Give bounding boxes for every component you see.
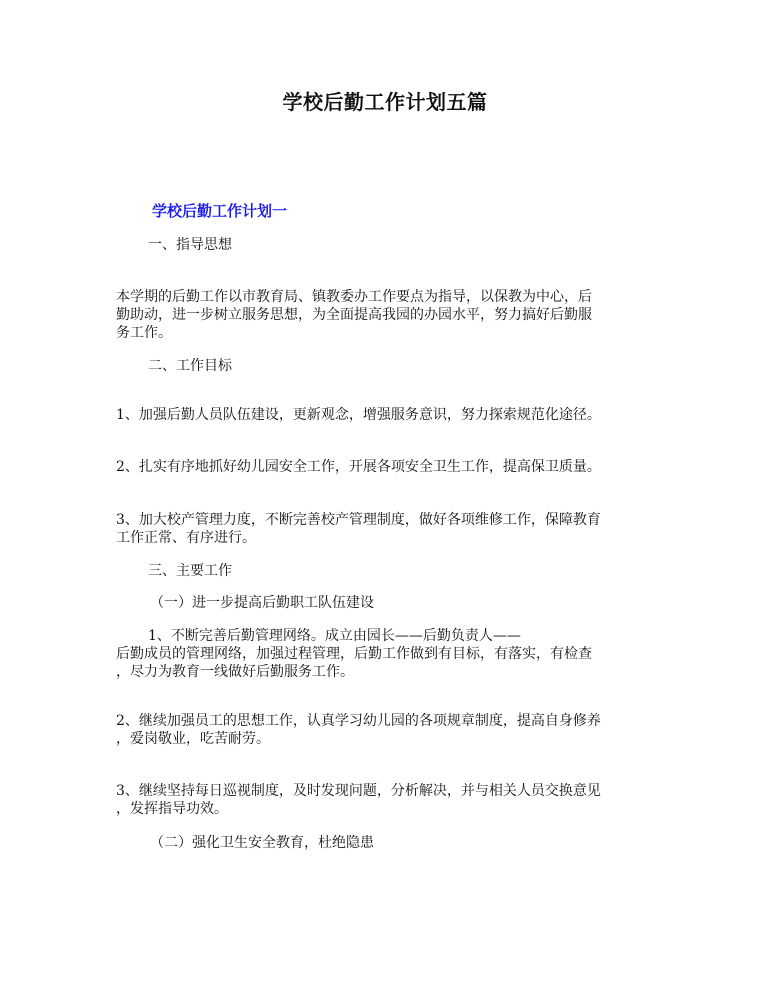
work-item-2-line-1: 2、继续加强员工的思想工作，认真学习幼儿园的各项规章制度，提高自身修养 <box>116 713 601 729</box>
work-item-1-line-2: 后勤成员的管理网络，加强过程管理，后勤工作做到有目标，有落实，有检查 <box>116 646 592 662</box>
goal-item-3-line-1: 3、加大校产管理力度，不断完善校产管理制度，做好各项维修工作，保障教育 <box>116 512 601 528</box>
work-item-3-line-2: ，发挥指导功效。 <box>116 801 228 817</box>
work-item-1-line-3: ，尽力为教育一线做好后勤服务工作。 <box>116 664 354 680</box>
heading-main-work: 三、主要工作 <box>148 563 232 579</box>
subheading-2: （二）强化卫生安全教育，杜绝隐患 <box>150 835 374 851</box>
goal-item-3-line-2: 工作正常、有序进行。 <box>116 530 256 546</box>
work-item-3-line-1: 3、继续坚持每日巡视制度，及时发现问题，分析解决，并与相关人员交换意见 <box>116 783 601 799</box>
subheading-1: （一）进一步提高后勤职工队伍建设 <box>150 595 374 611</box>
document-title: 学校后勤工作计划五篇 <box>282 90 488 114</box>
paragraph-line: 务工作。 <box>116 325 172 341</box>
paragraph-line: 勤助动，进一步树立服务思想，为全面提高我园的办园水平，努力搞好后勤服 <box>116 307 592 323</box>
heading-guiding-ideology: 一、指导思想 <box>148 237 232 253</box>
goal-item-2: 2、扎实有序地抓好幼儿园安全工作，开展各项安全卫生工作，提高保卫质量。 <box>116 459 601 475</box>
heading-work-goals: 二、工作目标 <box>148 358 232 374</box>
goal-item-1: 1、加强后勤人员队伍建设，更新观念，增强服务意识，努力探索规范化途径。 <box>116 407 601 423</box>
section-title: 学校后勤工作计划一 <box>152 202 288 220</box>
work-item-2-line-2: ，爱岗敬业，吃苦耐劳。 <box>116 731 270 747</box>
work-item-1-line-1: 1、不断完善后勤管理网络。成立由园长——后勤负责人—— <box>148 628 521 644</box>
paragraph-line: 本学期的后勤工作以市教育局、镇教委办工作要点为指导，以保教为中心，后 <box>116 289 592 305</box>
